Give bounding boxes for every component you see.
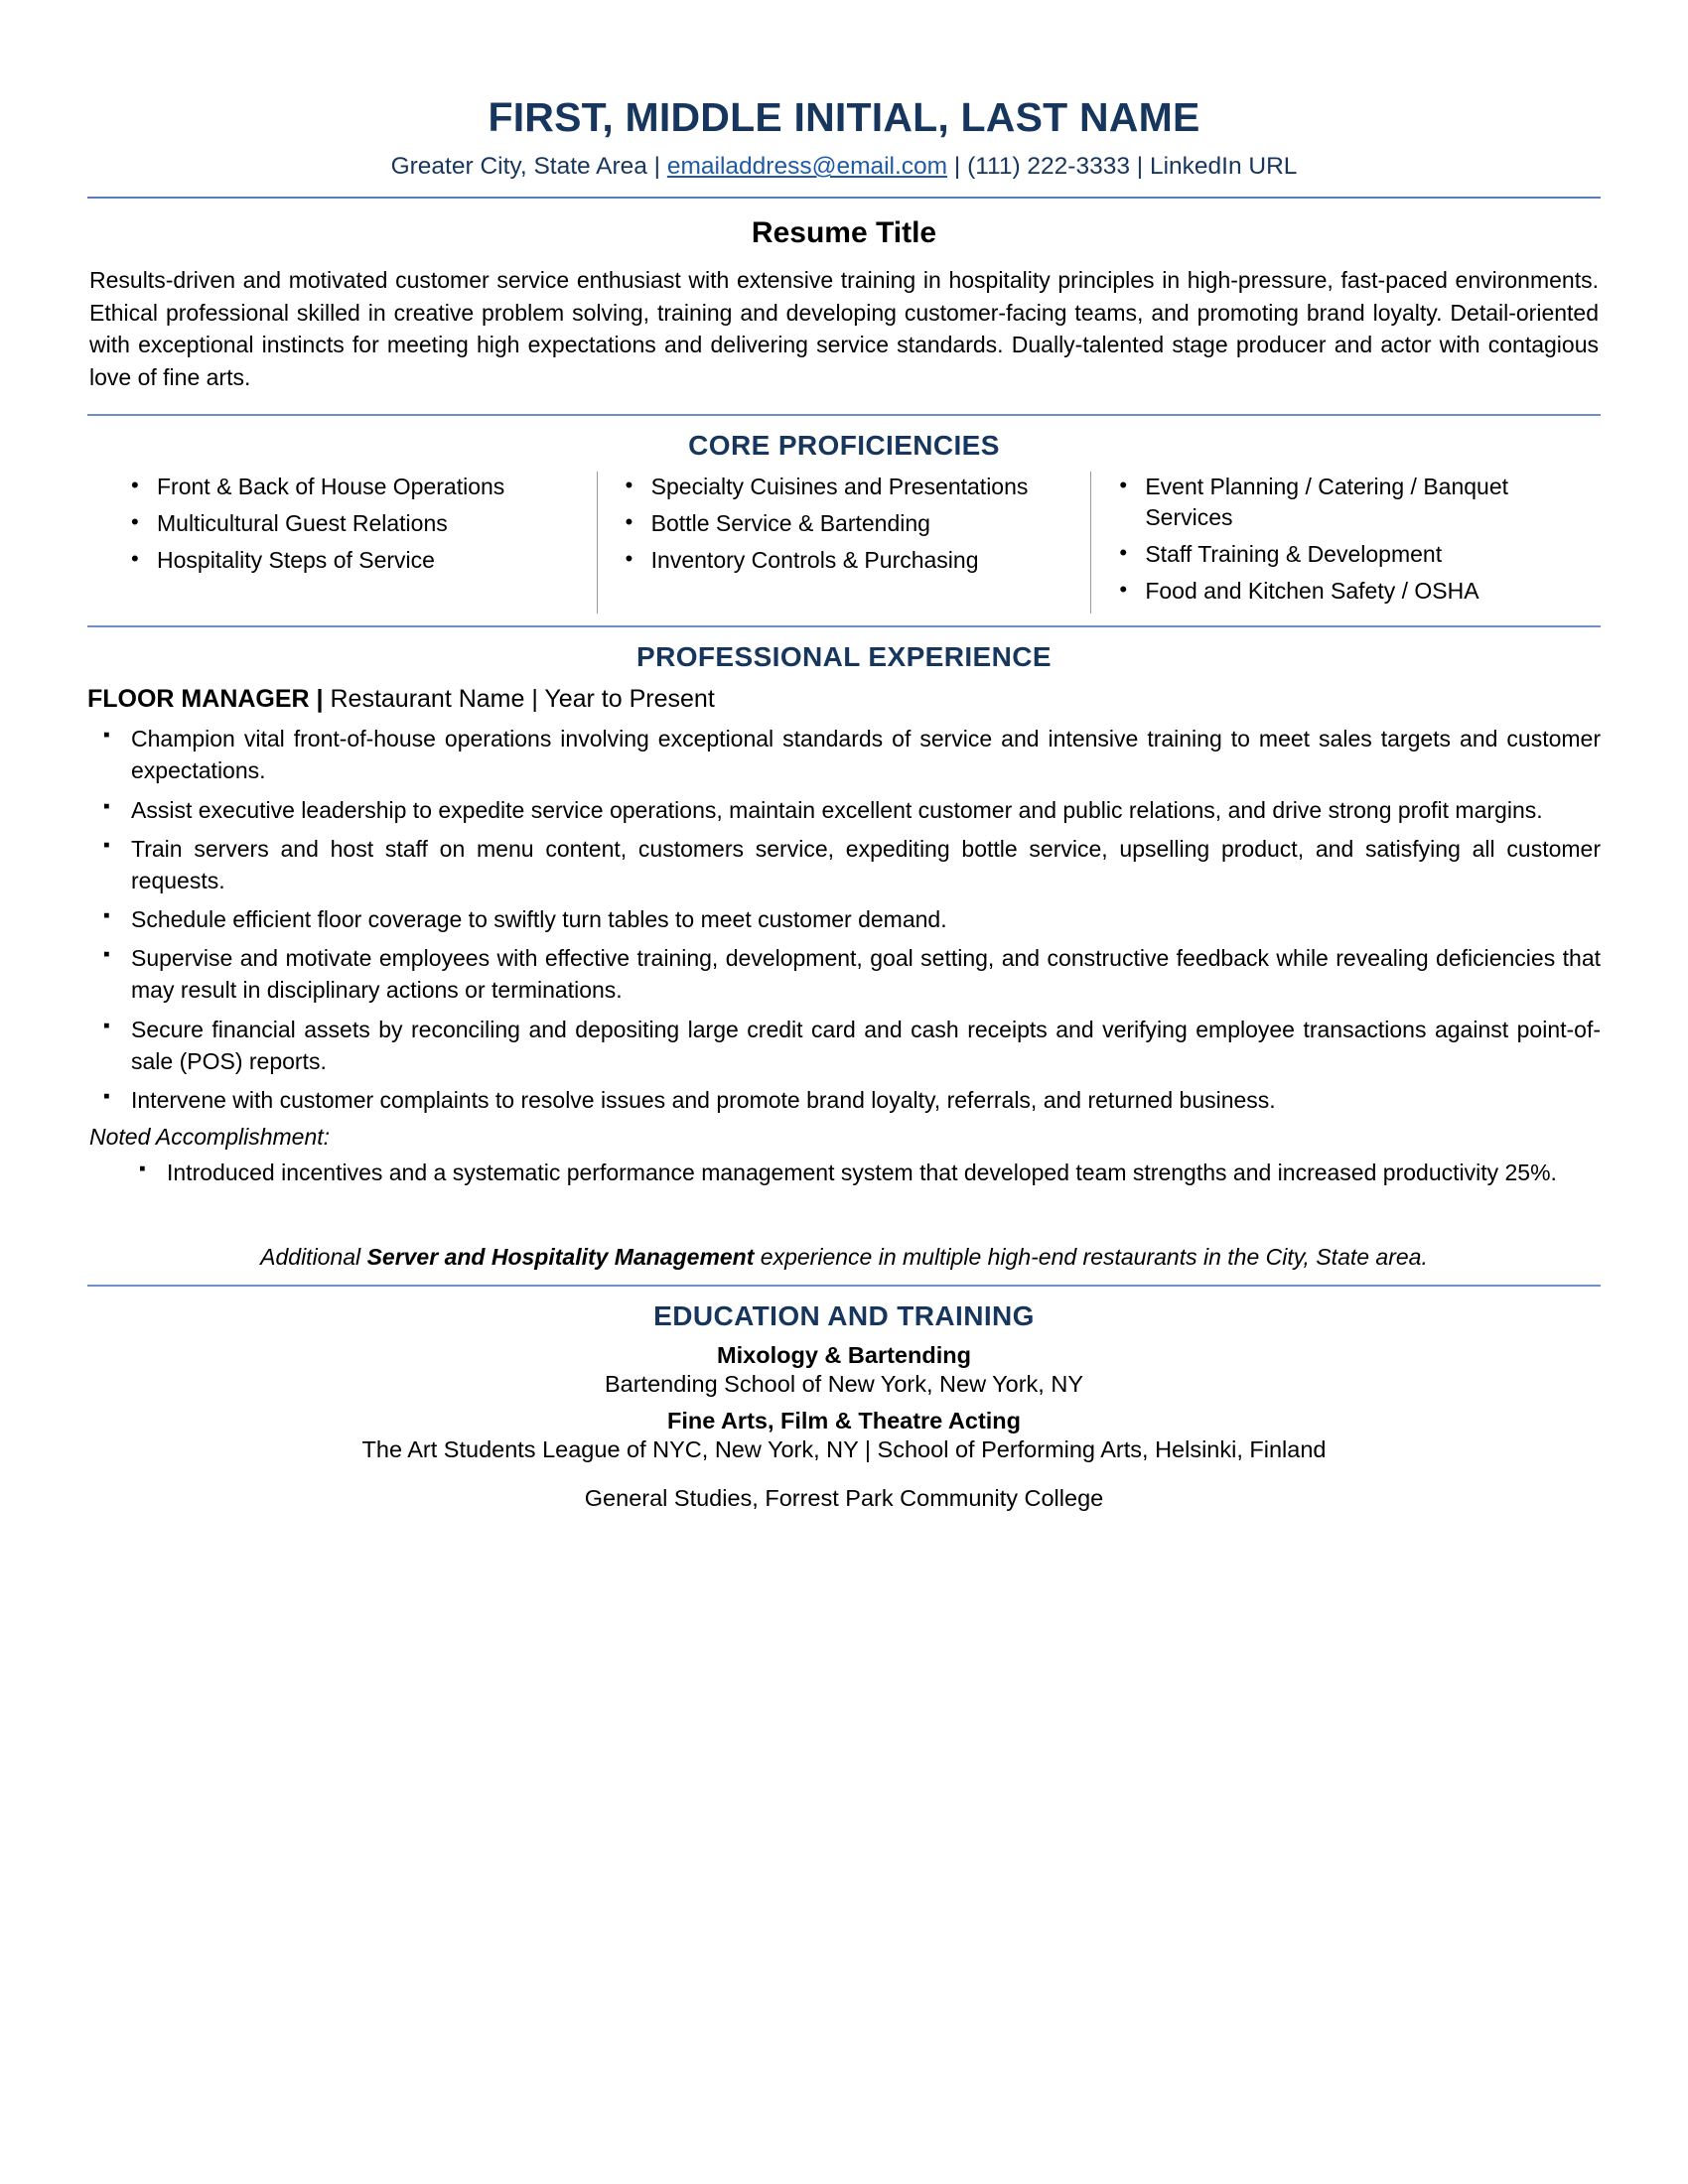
education-entry xyxy=(87,1408,1601,1463)
contact-phone: (111) 222-3333 xyxy=(967,153,1130,181)
job-role: FLOOR MANAGER | xyxy=(87,684,324,713)
noted-accomplishment-label: Noted Accomplishment: xyxy=(89,1124,331,1151)
education-general-studies: General Studies, Forrest Park Community College xyxy=(584,1485,1104,1512)
list-item: • Inventory Controls & Purchasing xyxy=(610,545,1079,576)
section-title-education: EDUCATION AND TRAINING xyxy=(653,1300,1035,1332)
divider-experience xyxy=(87,1285,1601,1287)
section-title-professional-experience: PROFESSIONAL EXPERIENCE xyxy=(636,640,1052,672)
list-item: • Staff Training & Development xyxy=(1103,539,1573,570)
additional-suffix: experience in multiple high-end restaurants in the City, State area. xyxy=(754,1244,1428,1271)
contact-location: Greater City, State Area xyxy=(390,153,647,181)
professional-summary: Results-driven and motivated customer service enthusiast with extensive training in hospitality principles in high-pressure, fast-paced environments. Ethical professional skilled in creative problem solving, training and developing customer-facing teams, and promoting brand loyalty. Detail-oriented with exceptional instincts for meeting high expectations and delivering service standards. Dually-talented stage producer and actor with contagious love of fine arts. xyxy=(89,266,1599,390)
list-item: • Food and Kitchen Safety / OSHA xyxy=(1103,576,1573,607)
list-item: ▪ Introduced incentives and a systematic performance management system that developed team strengths and increased productivity 25%. xyxy=(87,1157,1601,1188)
noted-accomplishment-bullets xyxy=(87,1157,1601,1188)
list-item: • Multicultural Guest Relations xyxy=(115,508,585,539)
divider-header xyxy=(87,197,1601,199)
list-item: ▪ Schedule efficient floor coverage to swiftly turn tables to meet customer demand. xyxy=(87,903,1601,935)
section-title-core-proficiencies: CORE PROFICIENCIES xyxy=(688,429,1000,461)
list-item: ▪ Intervene with customer complaints to resolve issues and promote brand loyalty, referrals, and returned business. xyxy=(87,1084,1601,1116)
resume-header xyxy=(87,94,1601,183)
list-item: ▪ Secure financial assets by reconciling and depositing large credit card and cash receipts and verifying employee transactions against point-of-sale (POS) reports. xyxy=(87,1014,1601,1077)
job-bullets xyxy=(87,723,1601,1116)
contact-separator-2: | xyxy=(947,153,968,181)
core-proficiencies-column-2 xyxy=(597,472,1091,614)
job-company-dates: Restaurant Name | Year to Present xyxy=(323,684,715,713)
list-item: • Hospitality Steps of Service xyxy=(115,545,585,576)
candidate-name: FIRST, MIDDLE INITIAL, LAST NAME xyxy=(488,94,1200,140)
additional-prefix: Additional xyxy=(260,1244,367,1271)
core-proficiencies-column-3 xyxy=(1090,472,1585,614)
list-item: • Event Planning / Catering / Banquet Services xyxy=(1103,472,1573,534)
core-proficiencies-column-1 xyxy=(103,472,597,614)
divider-summary xyxy=(87,414,1601,416)
list-item: ▪ Supervise and motivate employees with effective training, development, goal setting, and constructive feedback while revealing deficiencies that may result in disciplinary actions or terminations. xyxy=(87,942,1601,1006)
resume-title: Resume Title xyxy=(751,215,937,249)
divider-core-proficiencies xyxy=(87,625,1601,627)
list-item: • Bottle Service & Bartending xyxy=(610,508,1079,539)
education-degree: Fine Arts, Film & Theatre Acting xyxy=(666,1408,1022,1434)
job-header xyxy=(87,683,1601,716)
contact-email-link[interactable]: emailaddress@email.com xyxy=(666,153,948,181)
list-item: ▪ Champion vital front-of-house operations involving exceptional standards of service and intensive training to meet sales targets and customer expectations. xyxy=(87,723,1601,786)
core-proficiencies-columns xyxy=(87,472,1601,614)
education-school: The Art Students League of NYC, New York, NY | School of Performing Arts, Helsinki, Finland xyxy=(361,1436,1327,1463)
list-item: ▪ Train servers and host staff on menu content, customers service, expediting bottle service, upselling product, and satisfying all customer requests. xyxy=(87,833,1601,896)
additional-bold: Server and Hospitality Management xyxy=(366,1244,755,1271)
education-school: Bartending School of New York, New York, NY xyxy=(604,1371,1084,1398)
list-item: ▪ Assist executive leadership to expedite service operations, maintain excellent customer and public relations, and drive strong profit margins. xyxy=(87,794,1601,826)
contact-line xyxy=(87,151,1601,183)
contact-linkedin: LinkedIn URL xyxy=(1149,153,1298,181)
list-item: • Front & Back of House Operations xyxy=(115,472,585,502)
contact-separator-1: | xyxy=(646,153,667,181)
additional-experience-note xyxy=(87,1244,1601,1271)
contact-separator-3: | xyxy=(1129,153,1150,181)
education-entry xyxy=(87,1342,1601,1398)
education-degree: Mixology & Bartending xyxy=(717,1342,971,1369)
list-item: • Specialty Cuisines and Presentations xyxy=(610,472,1079,502)
